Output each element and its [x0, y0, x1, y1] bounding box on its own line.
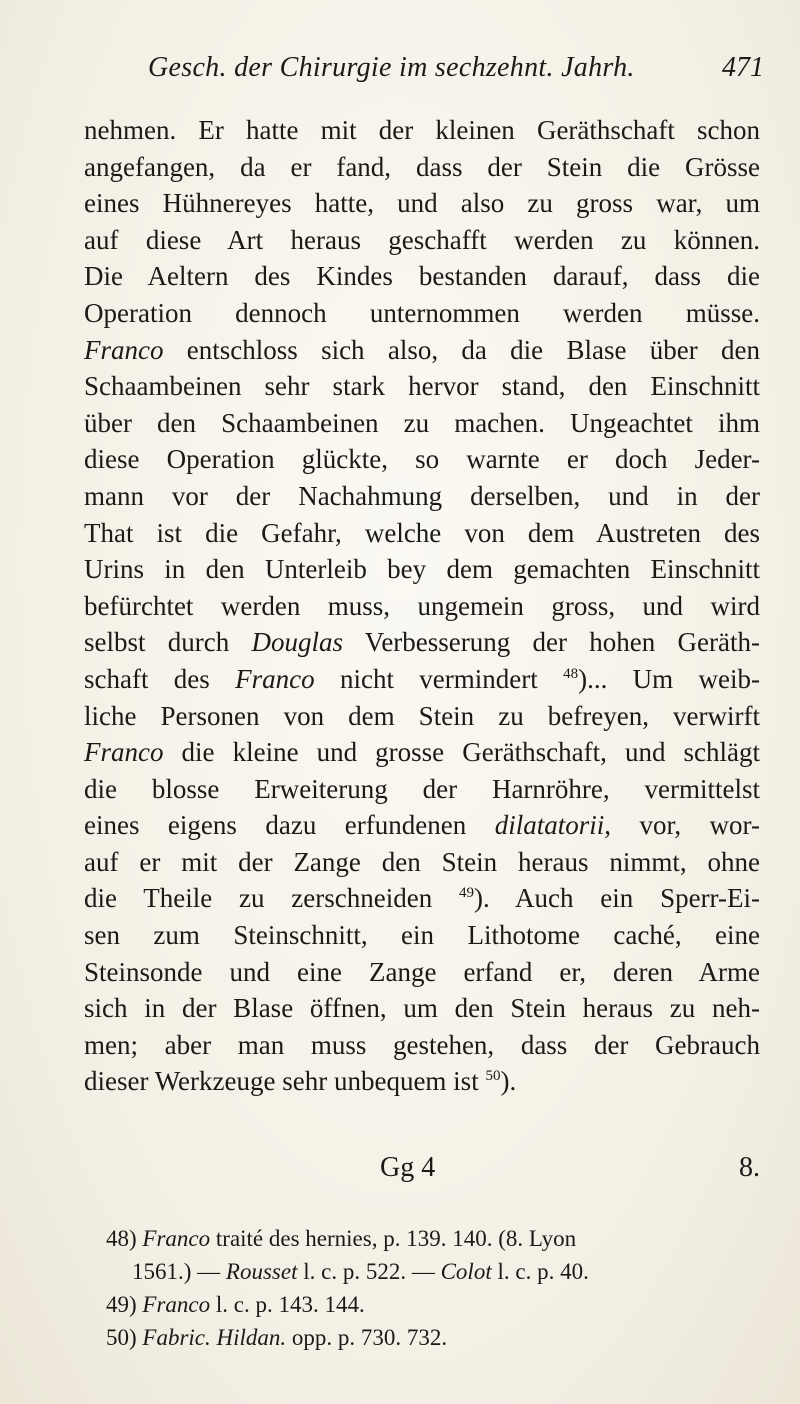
body-text — [84, 112, 760, 1100]
footnotes — [106, 1222, 754, 1354]
text-line: nehmen. Er hatte mit der kleinen Geräthschaft schon — [84, 115, 760, 145]
text-line: auf er mit der Zange den Stein heraus nimmt, ohne — [84, 846, 760, 877]
text-line: Die Aeltern des Kindes bestanden darauf, dass die — [84, 261, 760, 292]
footnote-49: 49) Franco l. c. p. 143. 144. — [106, 1292, 365, 1317]
catchword: 8. — [739, 1152, 760, 1183]
footnote-ref: 49 — [459, 885, 474, 902]
text-line: eines Hühnereyes hatte, und also zu gross war, um — [84, 188, 760, 219]
text-line: men; aber man muss gestehen, dass der Gebrauch — [84, 1029, 760, 1060]
text-line: befürchtet werden muss, ungemein gross, und wird — [84, 590, 760, 621]
text-line: Urins in den Unterleib bey dem gemachten Einschnitt — [84, 554, 760, 585]
page-number: 471 — [722, 52, 764, 83]
text-line: auf diese Art heraus geschafft werden zu können. — [84, 224, 760, 255]
text-line: selbst durch Douglas Verbesserung der hohen Geräth- — [84, 627, 760, 658]
text-line: über den Schaambeinen zu machen. Ungeachtet ihm — [84, 407, 760, 438]
text-line: dieser Werkzeuge sehr unbequem ist $^{50}$). — [84, 1066, 517, 1097]
person-name: Franco — [84, 737, 164, 768]
latin-term: dilatatorii — [494, 810, 605, 841]
person-name: Douglas — [251, 627, 344, 658]
text-line: sich in der Blase öffnen, um den Stein heraus zu neh- — [84, 993, 760, 1024]
person-name: Franco — [235, 663, 315, 694]
text-line: die Theile zu zerschneiden $^{49}$). Auch ein Sperr-Ei- — [84, 883, 760, 914]
text-line: Franco entschloss sich also, da die Blase über den — [84, 334, 760, 365]
text-line: die blosse Erweiterung der Harnröhre, vermittelst — [84, 773, 760, 804]
running-header — [148, 52, 764, 92]
text-line: liche Personen von dem Stein zu befreyen, verwirft — [84, 700, 760, 731]
text-line: Schaambeinen sehr stark hervor stand, den Einschnitt — [84, 371, 760, 402]
footnote-ref: 48 — [563, 665, 579, 682]
footnote-ref: 50 — [485, 1068, 501, 1085]
footnote-48: 48) Franco traité des hernies, p. 139. 140. (8. Lyon — [106, 1226, 577, 1251]
text-line: sen zum Steinschnitt, ein Lithotome caché, eine — [84, 920, 760, 951]
text-line: angefangen, da er fand, dass der Stein die Grösse — [84, 151, 760, 182]
text-line: mann vor der Nachahmung derselben, und in der — [84, 480, 760, 511]
person-name: Franco — [84, 334, 164, 365]
footnote-48-cont: 1561.) — Rousset l. c. p. 522. — Colot l. c. p. 40. — [132, 1259, 589, 1284]
text-line: eines eigens dazu erfundenen dilatatorii, vor, wor- — [84, 810, 761, 841]
footnote-50: 50) Fabric. Hildan. opp. p. 730. 732. — [106, 1325, 448, 1350]
running-title: Gesch. der Chirurgie im sechzehnt. Jahrh. — [148, 52, 635, 83]
signature-line — [84, 1152, 760, 1192]
text-line: Operation dennoch unternommen werden müsse. — [84, 297, 760, 328]
text-line: Steinsonde und eine Zange erfand er, deren Arme — [84, 956, 760, 987]
text-line: diese Operation glückte, so warnte er doch Jeder- — [84, 444, 760, 475]
text-line: schaft des Franco nicht vermindert $^{48}$)... Um weib- — [84, 663, 760, 694]
text-line: That ist die Gefahr, welche von dem Austreten des — [84, 517, 760, 548]
signature-mark: Gg 4 — [380, 1152, 436, 1183]
text-line: Franco die kleine und grosse Geräthschaft, und schlägt — [84, 737, 760, 768]
